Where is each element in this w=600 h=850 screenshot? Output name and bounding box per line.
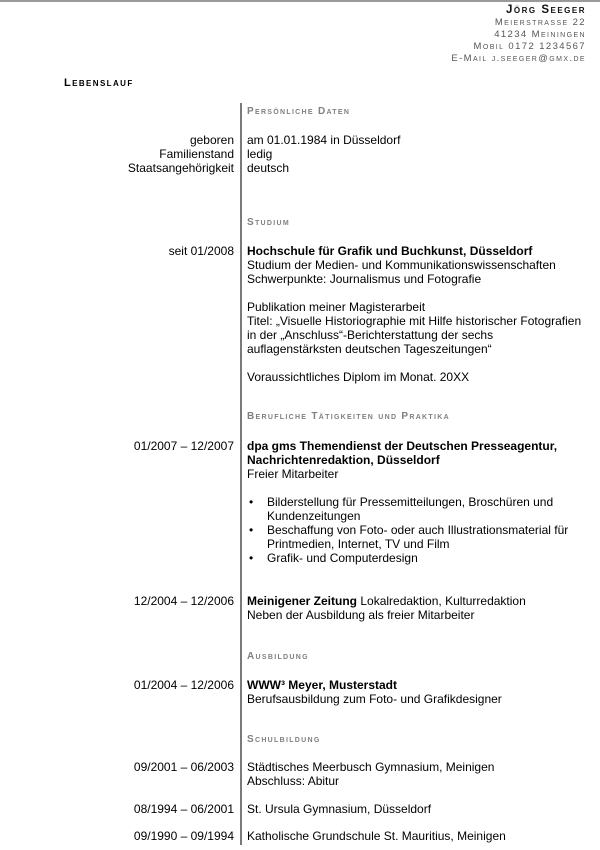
- studies-entry: [247, 244, 592, 384]
- label-nationality: Staatsangehörigkeit: [127, 161, 234, 175]
- training-company: WWW³ Meyer, Musterstadt: [247, 678, 398, 692]
- label-born: geboren: [189, 133, 234, 147]
- job1-date: 01/2007 – 12/2007: [133, 439, 234, 453]
- document-title: Lebenslauf: [64, 77, 134, 89]
- training-line: Berufsausbildung zum Foto- und Grafikdesigner: [247, 692, 502, 706]
- university-name: Hochschule für Grafik und Buchkunst, Düsseldorf: [247, 244, 533, 258]
- job2-department: Lokalredaktion, Kulturredaktion: [357, 594, 526, 608]
- studies-line: Studium der Medien- und Kommunikationswissenschaften: [247, 258, 556, 272]
- list-item: • Grafik- und Computerdesign: [249, 551, 418, 565]
- school3-name: Katholische Grundschule St. Mauritius, Meinigen: [247, 829, 506, 843]
- school3-entry: [247, 829, 592, 843]
- school2-entry: [247, 802, 592, 816]
- timeline-divider: [240, 103, 242, 845]
- section-heading-school: Schulbildung: [247, 734, 321, 745]
- publication-line: Titel: „Visuelle Historiographie mit Hilfe historischer Fotografien: [247, 314, 582, 328]
- training-entry: [247, 678, 592, 706]
- personal-labels: [128, 133, 234, 175]
- value-born: am 01.01.1984 in Düsseldorf: [247, 133, 401, 147]
- section-heading-studies: Studium: [247, 217, 290, 228]
- publication-line: auflagenstärksten deutschen Tageszeitungen“: [247, 342, 492, 356]
- school2-date: 08/1994 – 06/2001: [133, 802, 234, 816]
- school1-date: 09/2001 – 06/2003: [133, 760, 234, 774]
- job1-employer: Nachrichtenredaktion, Düsseldorf: [247, 453, 440, 467]
- value-marital-status: ledig: [247, 147, 273, 161]
- street-address: Meierstrasse 22: [494, 17, 586, 28]
- job1-task-list: [247, 495, 592, 565]
- applicant-name: Jörg Seeger: [506, 4, 586, 16]
- school1-name: Städtisches Meerbusch Gymnasium, Meinigen: [247, 760, 495, 774]
- section-heading-training: Ausbildung: [247, 651, 309, 662]
- value-nationality: deutsch: [247, 161, 290, 175]
- publication-line: in der „Anschluss“-Berichterstattung der sechs: [247, 328, 494, 342]
- school1-entry: [247, 760, 592, 788]
- school2-name: St. Ursula Gymnasium, Düsseldorf: [247, 802, 432, 816]
- job2-entry: [247, 594, 592, 622]
- personal-values: [247, 133, 592, 175]
- studies-date: seit 01/2008: [168, 244, 234, 258]
- label-marital-status: Familienstand: [159, 147, 234, 161]
- top-rule: [0, 0, 600, 2]
- school3-date: 09/1990 – 09/1994: [133, 829, 234, 843]
- phone-number: Mobil 0172 1234567: [473, 41, 586, 52]
- email-address: E-Mail j.seeger@gmx.de: [451, 53, 586, 64]
- job2-date: 12/2004 – 12/2006: [133, 594, 234, 608]
- publication-title: Publikation meiner Magisterarbeit: [247, 300, 426, 314]
- job1-entry: [247, 439, 592, 565]
- school1-degree: Abschluss: Abitur: [247, 774, 340, 788]
- job1-employer: dpa gms Themendienst der Deutschen Presseagentur,: [247, 439, 558, 453]
- job2-line: Neben der Ausbildung als freier Mitarbeiter: [247, 608, 475, 622]
- contact-header: [451, 3, 586, 65]
- city-address: 41234 Meiningen: [494, 29, 586, 40]
- section-heading-personal: Persönliche Daten: [247, 106, 351, 117]
- expected-diploma: Voraussichtliches Diplom im Monat. 20XX: [247, 370, 470, 384]
- section-heading-work: Berufliche Tätigkeiten und Praktika: [247, 411, 450, 422]
- job1-role: Freier Mitarbeiter: [247, 467, 339, 481]
- job2-employer: Meinigener Zeitung: [247, 594, 358, 608]
- studies-line: Schwerpunkte: Journalismus und Fotografie: [247, 272, 482, 286]
- list-item: • Bilderstellung für Pressemitteilungen, Broschüren und Kundenzeitungen: [249, 495, 554, 523]
- list-item: • Beschaffung von Foto- oder auch Illustrationsmaterial für Printmedien, Internet, TV und Film: [249, 523, 569, 551]
- training-date: 01/2004 – 12/2006: [133, 678, 234, 692]
